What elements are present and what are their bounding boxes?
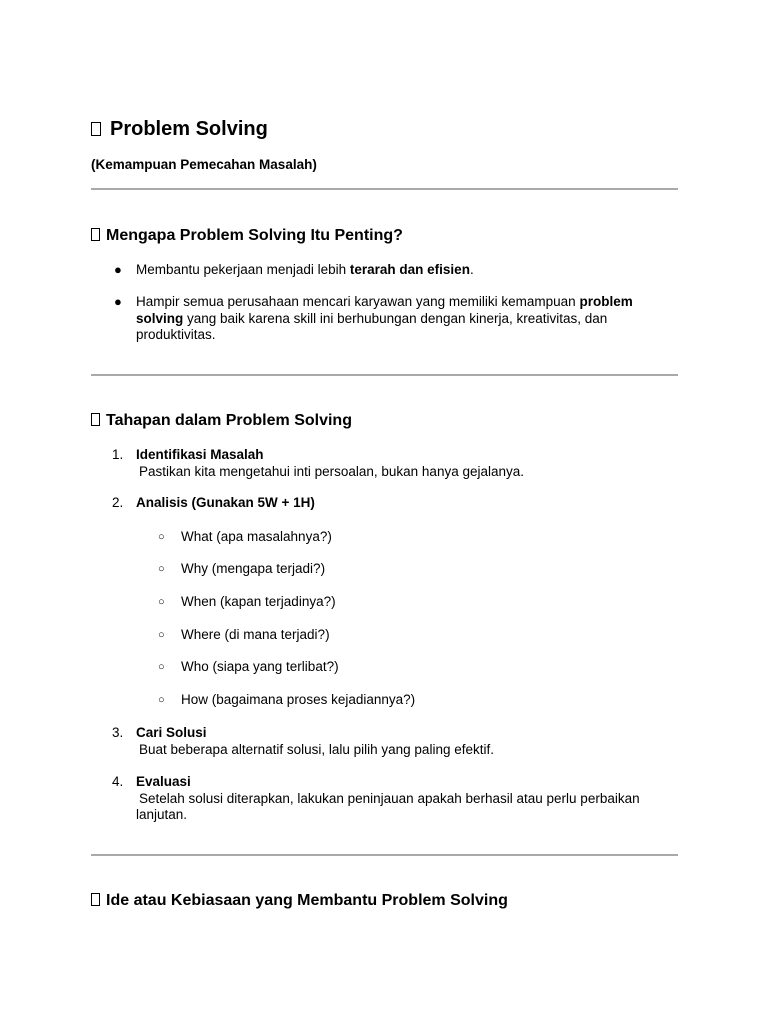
horizontal-rule xyxy=(91,188,678,190)
sub-list-item: ○ How (bagaimana proses kejadiannya?) xyxy=(158,692,416,707)
bullet-icon: ● xyxy=(114,294,122,309)
missing-glyph-icon xyxy=(91,122,101,136)
list-item-step-4: 4. Evaluasi Setelah solusi diterapkan, lakukan peninjauan apakah berhasil atau perlu perbaikan lanjutan. xyxy=(112,774,640,822)
page-title: Problem Solving xyxy=(91,116,268,142)
sub-list-item: ○ When (kapan terjadinya?) xyxy=(158,594,336,609)
step-title: Analisis (Gunakan 5W + 1H) xyxy=(136,495,315,510)
bullet-icon: ● xyxy=(114,262,122,277)
section-heading-importance: Mengapa Problem Solving Itu Penting? xyxy=(91,226,403,246)
section-heading-steps: Tahapan dalam Problem Solving xyxy=(91,411,352,431)
circle-bullet-icon: ○ xyxy=(158,694,165,706)
circle-bullet-icon: ○ xyxy=(158,629,165,641)
step-description: Buat beberapa alternatif solusi, lalu pilih yang paling efektif. xyxy=(139,741,494,757)
circle-bullet-icon: ○ xyxy=(158,661,165,673)
page-subtitle: (Kemampuan Pemecahan Masalah) xyxy=(91,157,317,172)
missing-glyph-icon xyxy=(91,413,100,426)
section-heading-habits: Ide atau Kebiasaan yang Membantu Problem Solving xyxy=(91,891,508,911)
list-item-step-2: 2. Analisis (Gunakan 5W + 1H) xyxy=(112,495,315,510)
circle-bullet-icon: ○ xyxy=(158,531,165,543)
sub-list-item: ○ Why (mengapa terjadi?) xyxy=(158,561,326,576)
list-item: ● Hampir semua perusahaan mencari karyawan yang memiliki kemampuan problem solving yang baik karena skill ini berhubungan dengan kinerja, kreativitas, dan produktivitas. xyxy=(114,294,633,342)
list-item: ● Membantu pekerjaan menjadi lebih terarah dan efisien. xyxy=(114,262,474,277)
sub-list-item: ○ What (apa masalahnya?) xyxy=(158,529,332,544)
circle-bullet-icon: ○ xyxy=(158,596,165,608)
sub-list-item: ○ Who (siapa yang terlibat?) xyxy=(158,659,339,674)
step-description: Pastikan kita mengetahui inti persoalan, bukan hanya gejalanya. xyxy=(139,463,525,479)
list-item-step-1: 1. Identifikasi Masalah Pastikan kita mengetahui inti persoalan, bukan hanya gejalanya. xyxy=(112,447,525,479)
horizontal-rule xyxy=(91,854,678,856)
circle-bullet-icon: ○ xyxy=(158,563,165,575)
list-item-step-3: 3. Cari Solusi Buat beberapa alternatif solusi, lalu pilih yang paling efektif. xyxy=(112,725,494,757)
step-title: Evaluasi xyxy=(136,774,191,789)
missing-glyph-icon xyxy=(91,893,100,906)
step-title: Identifikasi Masalah xyxy=(136,447,264,462)
missing-glyph-icon xyxy=(91,228,100,241)
sub-list-item: ○ Where (di mana terjadi?) xyxy=(158,627,330,642)
step-title: Cari Solusi xyxy=(136,725,207,740)
horizontal-rule xyxy=(91,374,678,376)
step-description: Setelah solusi diterapkan, lakukan peninjauan apakah berhasil atau perlu perbaikan lanjutan. xyxy=(136,790,640,822)
